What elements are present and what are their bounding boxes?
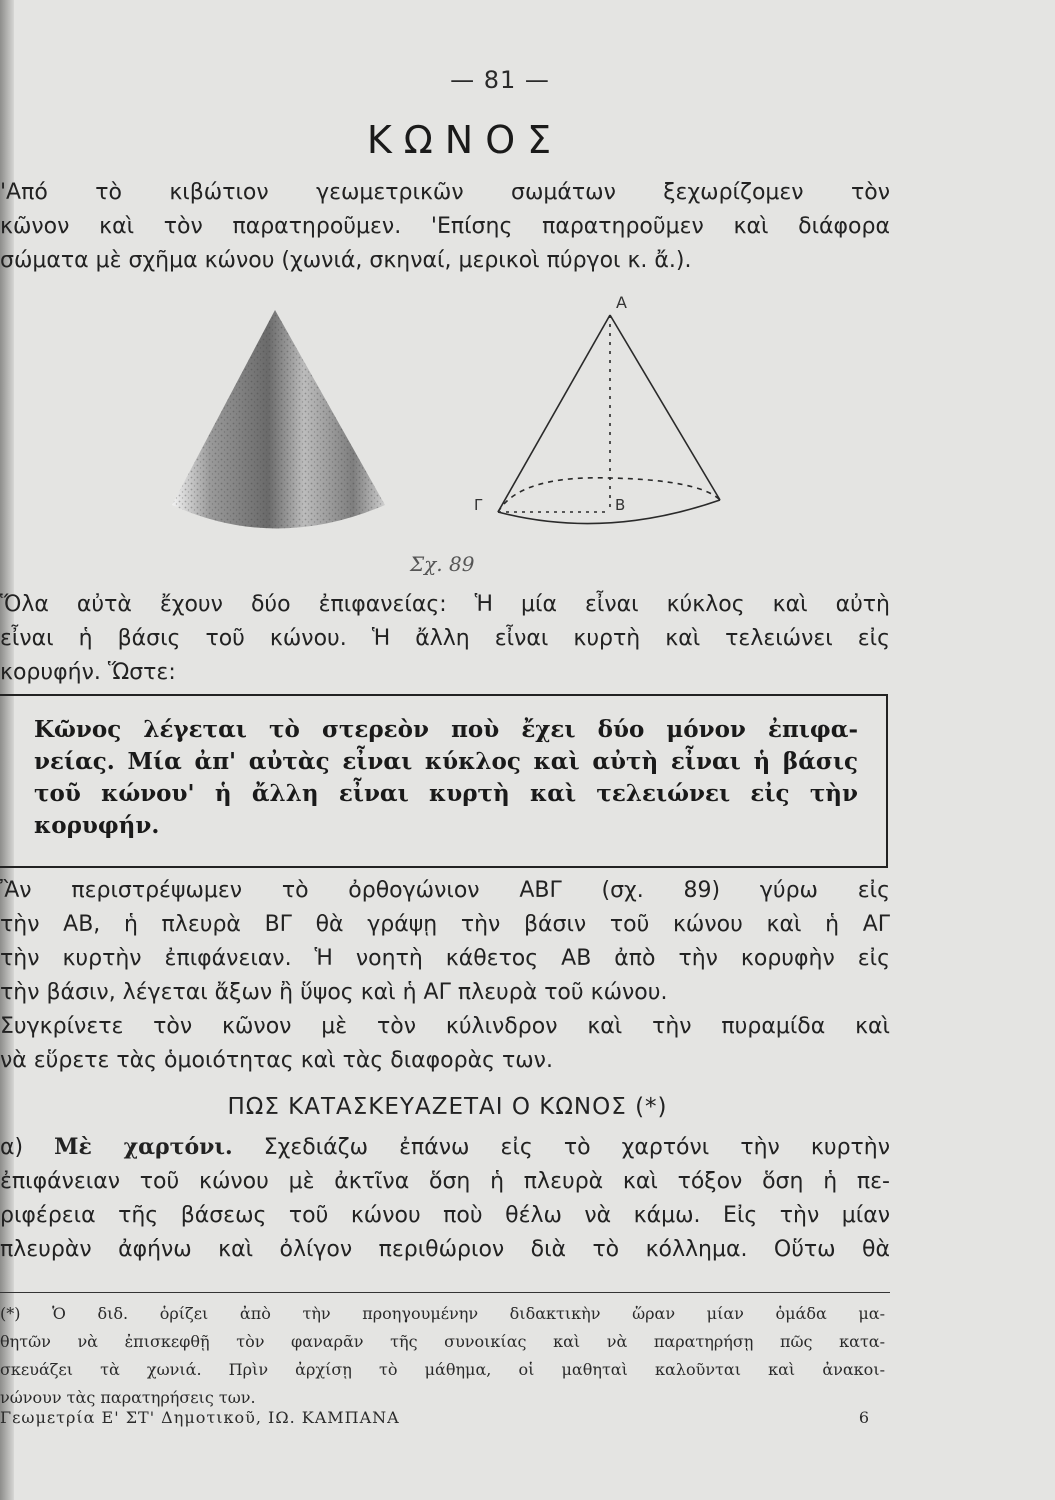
definition-line: κορυφήν. bbox=[34, 812, 160, 839]
text-line: Συγκρίνετε τὸν κῶνον μὲ τὸν κύλινδρον καὶ τὴν πυραμίδα καὶ bbox=[0, 1014, 890, 1039]
text-line: Ὅλα αὐτὰ ἔχουν δύο ἐπιφανείας: Ἡ μία εἶναι κύκλος καὶ αὐτὴ bbox=[0, 592, 890, 617]
text-line: τὴν βάσιν, λέγεται ἄξων ἢ ὕψος καὶ ἡ ΑΓ πλευρὰ τοῦ κώνου. bbox=[0, 980, 668, 1005]
page-footer bbox=[0, 1408, 870, 1427]
label-apex: Α bbox=[616, 293, 627, 312]
figure-caption: Σχ. 89 bbox=[410, 552, 475, 576]
text-line: σώματα μὲ σχῆμα κώνου (χωνιά, σκηναί, μερικοὶ πύργοι κ. ἄ.). bbox=[0, 248, 692, 273]
footnote-line: θητῶν νὰ ἐπισκεφθῇ τὸν φαναρᾶν τῆς συνοικίας καὶ νὰ παρατηρήσῃ πῶς κατα- bbox=[0, 1332, 885, 1351]
intro-paragraph bbox=[0, 176, 890, 278]
footnote-divider bbox=[0, 1292, 890, 1293]
text-line: νὰ εὕρετε τὰς ὁμοιότητας καὶ τὰς διαφορὰς των. bbox=[0, 1048, 553, 1073]
footnote bbox=[0, 1300, 885, 1412]
text-line: ἐπιφάνειαν τοῦ κώνου μὲ ἀκτῖνα ὅση ἡ πλευρὰ καὶ τόξον ὅση ἡ πε- bbox=[0, 1169, 890, 1194]
page-title: ΚΩΝΟΣ bbox=[366, 118, 564, 162]
definition-line: νείας. Μία ἀπ' αὐτὰς εἶναι κύκλος καὶ αὐτὴ εἶναι ἡ βάσις bbox=[34, 748, 858, 775]
text-line: κῶνον καὶ τὸν παρατηροῦμεν. 'Επίσης παρατηροῦμεν καὶ διάφορα bbox=[0, 214, 890, 239]
label-center: Β bbox=[615, 496, 626, 514]
paragraph-cardboard bbox=[0, 1130, 890, 1267]
text-line: πλευρὰν ἀφήνω καὶ ὀλίγον περιθώριον διὰ τὸ κόλλημα. Οὕτω θὰ bbox=[0, 1237, 890, 1262]
definition-line: τοῦ κώνου' ἡ ἄλλη εἶναι κυρτὴ καὶ τελειώνει εἰς τὴν bbox=[34, 780, 858, 807]
text-line: τὴν ΑΒ, ἡ πλευρὰ ΒΓ θὰ γράψῃ τὴν βάσιν τοῦ κώνου καὶ ἡ ΑΓ bbox=[0, 912, 890, 937]
text-line: τὴν κυρτὴν ἐπιφάνειαν. Ἡ νοητὴ κάθετος ΑΒ ἀπὸ τὴν κορυφὴν εἰς bbox=[0, 946, 890, 971]
footnote-line: νώνουν τὰς παρατηρήσεις των. bbox=[0, 1388, 256, 1407]
text-line: Σχεδιάζω ἐπάνω εἰς τὸ χαρτόνι τὴν κυρτὴν bbox=[232, 1135, 891, 1160]
footer-signature-number: 6 bbox=[858, 1408, 870, 1427]
definition-box bbox=[0, 694, 888, 868]
text-line: Ἂν περιστρέψωμεν τὸ ὀρθογώνιον ΑΒΓ (σχ. 89) γύρω εἰς bbox=[0, 878, 890, 903]
definition-line: Κῶνος λέγεται τὸ στερεὸν ποὺ ἔχει δύο μόνον ἐπιφα- bbox=[34, 716, 858, 743]
text-line: εἶναι ἡ βάσις τοῦ κώνου. Ἡ ἄλλη εἶναι κυρτὴ καὶ τελειώνει εἰς bbox=[0, 626, 890, 651]
paragraph-surfaces bbox=[0, 588, 890, 690]
footnote-line: (*) Ὁ διδ. ὁρίζει ἀπὸ τὴν προηγουμένην διδακτικὴν ὥραν μίαν ὁμάδα μα- bbox=[0, 1304, 885, 1323]
paragraph-compare bbox=[0, 1010, 890, 1078]
step-title: Μὲ χαρτόνι. bbox=[54, 1134, 233, 1160]
paragraph-rotation bbox=[0, 874, 890, 1010]
line-cone bbox=[498, 315, 720, 524]
page-number: — 81 — bbox=[450, 66, 550, 94]
label-base-left: Γ bbox=[474, 496, 483, 514]
text-line: 'Από τὸ κιβώτιον γεωμετρικῶν σωμάτων ξεχωρίζομεν τὸν bbox=[0, 180, 890, 205]
cone-figure bbox=[160, 290, 740, 550]
shaded-cone bbox=[172, 310, 385, 529]
text-line: κορυφήν. Ὥστε: bbox=[0, 660, 176, 685]
footnote-line: σκευάζει τὰ χωνιά. Πρὶν ἀρχίσῃ τὸ μάθημα, οἱ μαθηταὶ καλοῦνται καὶ ἀνακοι- bbox=[0, 1360, 885, 1379]
step-label: α) bbox=[0, 1135, 55, 1160]
section-heading: ΠΩΣ ΚΑΤΑΣΚΕΥΑΖΕΤΑΙ Ο ΚΩΝΟΣ (*) bbox=[227, 1094, 668, 1120]
text-line: ριφέρεια τῆς βάσεως τοῦ κώνου ποὺ θέλω νὰ κάμω. Εἰς τὴν μίαν bbox=[0, 1203, 890, 1228]
footer-book-title: Γεωμετρία Ε' ΣΤ' Δημοτικοῦ, ΙΩ. ΚΑΜΠΑΝΑ bbox=[0, 1408, 400, 1427]
